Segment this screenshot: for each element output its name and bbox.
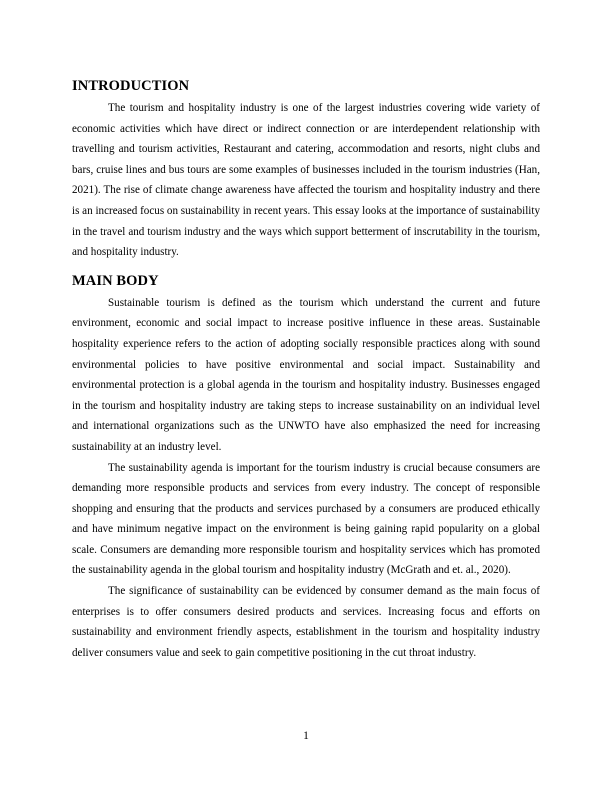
introduction-paragraph: The tourism and hospitality industry is one of the largest industries covering wide variety of economic activities which have direct or indirect connection or are interdependent relationship with travelling and tourism activities, Restaurant and catering, accommodation and resorts, night clubs and bars, cruise lines and bus tours are some examples of businesses included in the tourism industries (Han, 2021). The rise of climate change awareness have affected the tourism and hospitality industry and there is an increased focus on sustainability in recent years. This essay looks at the importance of sustainability in the travel and tourism industry and the ways which support betterment of inscrutability in the tourism, and hospitality industry. xyxy=(72,102,540,259)
main-body-paragraph-3: The significance of sustainability can be evidenced by consumer demand as the main focus of enterprises is to offer consumers desired products and services. Increasing focus and efforts on sustainability and environment friendly aspects, establishment in the tourism and hospitality industry deliver consumers value and seek to gain competitive positioning in the cut throat industry. xyxy=(72,585,540,659)
main-body-paragraph-1: Sustainable tourism is defined as the tourism which understand the current and future environment, economic and social impact to increase positive influence in these areas. Sustainable hospitality experience refers to the action of adopting socially responsible practices along with sound environmental policies to have positive environmental and social impact. Sustainability and environmental protection is a global agenda in the tourism and hospitality industry. Businesses engaged in the tourism and hospitality industry are taking steps to increase sustainability on an individual level and international organizations such as the UNWTO have also emphasized the need for increasing sustainability at an industry level. xyxy=(72,296,540,453)
page-number: 1 xyxy=(303,730,309,742)
page-content xyxy=(72,77,540,663)
main-body-heading: MAIN BODY xyxy=(72,272,159,289)
main-body-paragraph-2: The sustainability agenda is important for the tourism industry is crucial because consumers are demanding more responsible products and services from every industry. The concept of responsible shopping and ensuring that the products and services purchased by a consumers are produced ethically and have minimum negative impact on the environment is being gaining rapid popularity on a global scale. Consumers are demanding more responsible tourism and hospitality services which has promoted the sustainability agenda in the global tourism and hospitality industry (McGrath and et. al., 2020). xyxy=(72,461,540,577)
introduction-heading: INTRODUCTION xyxy=(72,78,190,94)
